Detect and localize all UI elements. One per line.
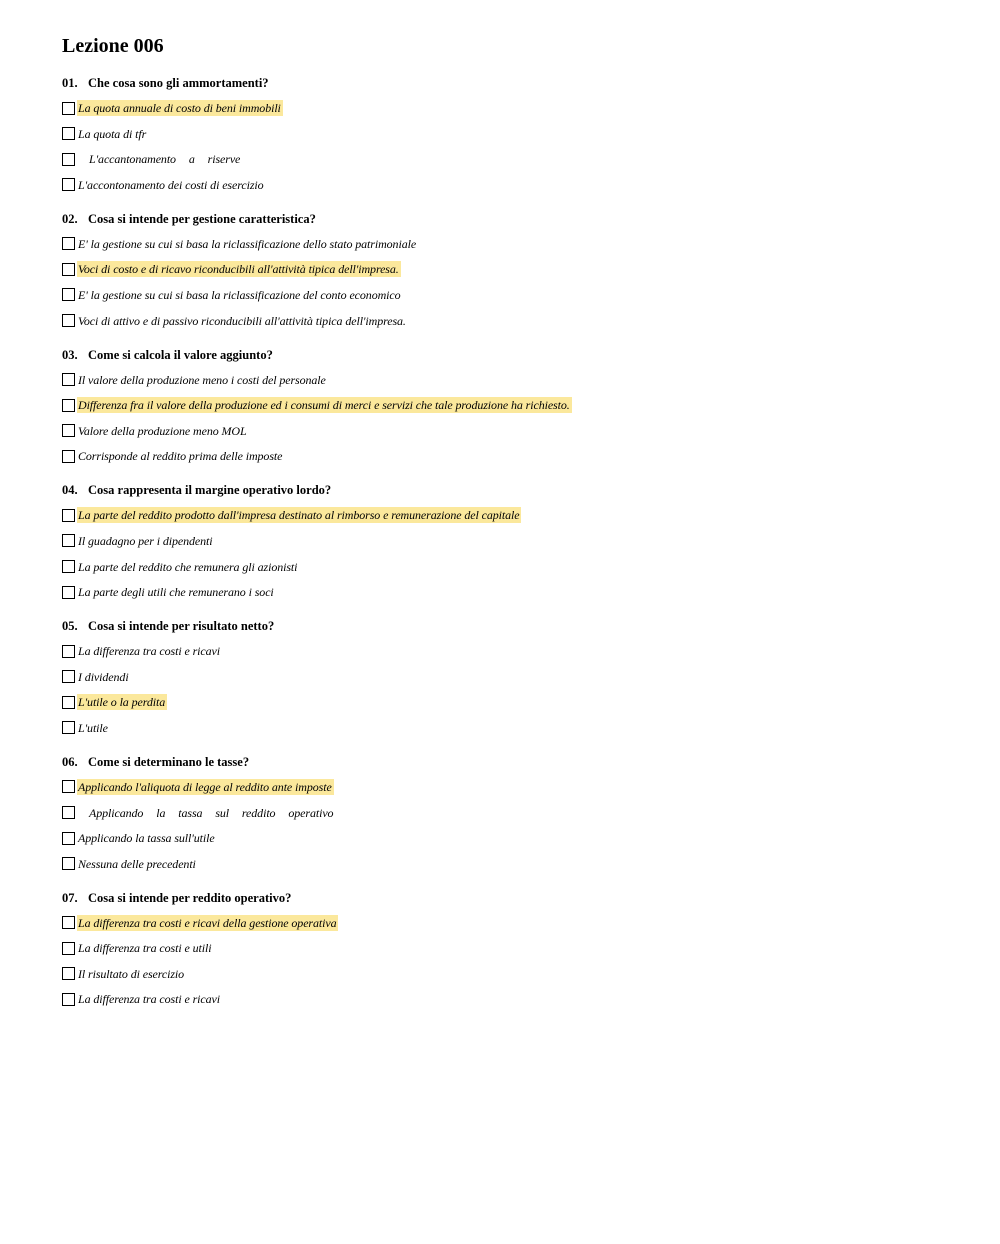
question-text: Come si determinano le tasse? (88, 754, 250, 769)
answer-option (62, 286, 962, 304)
answer-option-label: Applicando l'aliquota di legge al reddito ante imposte (78, 779, 332, 794)
answer-option (62, 668, 962, 686)
answer-option (62, 829, 962, 847)
question-list (62, 74, 962, 1008)
answer-option-label: Voci di attivo e di passivo riconducibili all'attività tipica dell'impresa. (78, 313, 406, 328)
question-number: 01. (62, 76, 78, 90)
answer-checkbox[interactable] (62, 127, 75, 140)
answer-option-label: La quota annuale di costo di beni immobili (78, 101, 281, 115)
answer-option-correct (62, 396, 962, 414)
answer-option-label: La parte del reddito che remunera gli azionisti (78, 559, 298, 574)
question-text: Cosa si intende per reddito operativo? (88, 890, 292, 905)
answer-checkbox[interactable] (62, 153, 75, 166)
answer-checkbox[interactable] (62, 560, 75, 573)
answer-checkbox[interactable] (62, 967, 75, 980)
answer-option (62, 965, 962, 983)
answer-option-label: Corrisponde al reddito prima delle imposte (78, 449, 283, 464)
question-text: Cosa si intende per gestione caratteristica? (88, 211, 316, 226)
answer-option-label: Applicando la tassa sul reddito operativo (89, 805, 334, 820)
answer-option (62, 125, 962, 143)
question-heading (62, 481, 962, 499)
question-text: Che cosa sono gli ammortamenti? (88, 76, 269, 90)
answer-option-label: La differenza tra costi e ricavi della gestione operativa (78, 915, 337, 930)
answer-checkbox[interactable] (62, 399, 75, 412)
question-text: Cosa rappresenta il margine operativo lordo? (88, 483, 332, 498)
answer-option-label: La differenza tra costi e ricavi (78, 992, 221, 1007)
answer-checkbox[interactable] (62, 314, 75, 327)
answer-option-label: La differenza tra costi e utili (78, 941, 212, 956)
answer-option (62, 371, 962, 389)
answer-option (62, 558, 962, 576)
answer-checkbox[interactable] (62, 288, 75, 301)
question-number: 03. (62, 347, 78, 362)
lesson-title: Lezione 006 (62, 35, 164, 57)
answer-option-label: La parte del reddito prodotto dall'impresa destinato al rimborso e remunerazione del capitale (78, 508, 520, 523)
answer-option (62, 176, 962, 194)
question-block (62, 210, 962, 330)
answer-option-label: L'accantonamento a riserve (89, 152, 241, 167)
answer-option (62, 939, 962, 957)
answer-option (62, 447, 962, 465)
question-heading (62, 617, 962, 635)
answer-checkbox[interactable] (62, 263, 75, 276)
document-page (62, 32, 962, 1024)
answer-option-label: La differenza tra costi e ricavi (78, 644, 221, 659)
answer-checkbox[interactable] (62, 102, 75, 115)
answer-option (62, 532, 962, 550)
answer-option-label: I dividendi (78, 669, 129, 684)
answer-option-label: Differenza fra il valore della produzione ed i consumi di merci e servizi che tale produzione ha richiesto. (78, 398, 570, 413)
answer-checkbox[interactable] (62, 670, 75, 683)
question-text: Cosa si intende per risultato netto? (88, 619, 275, 634)
answer-checkbox[interactable] (62, 832, 75, 845)
question-heading (62, 753, 962, 771)
answer-option (62, 235, 962, 253)
answer-option (62, 583, 962, 601)
answer-checkbox[interactable] (62, 237, 75, 250)
answer-option (62, 422, 962, 440)
question-number: 04. (62, 483, 78, 498)
question-number: 06. (62, 754, 78, 769)
answer-option (62, 150, 962, 168)
question-heading (62, 889, 962, 907)
answer-option-correct (62, 778, 962, 796)
answer-option-label: Nessuna delle precedenti (78, 856, 196, 871)
answer-option-label: Il guadagno per i dipendenti (78, 533, 213, 548)
answer-checkbox[interactable] (62, 534, 75, 547)
answer-option (62, 990, 962, 1008)
answer-option-label: L'utile (78, 720, 108, 735)
answer-checkbox[interactable] (62, 424, 75, 437)
answer-option-label: E' la gestione su cui si basa la riclassificazione dello stato patrimoniale (78, 236, 417, 251)
answer-option-label: L'utile o la perdita (78, 695, 166, 710)
answer-option (62, 312, 962, 330)
answer-checkbox[interactable] (62, 178, 75, 191)
answer-option-correct (62, 506, 962, 524)
answer-option (62, 804, 962, 822)
answer-option (62, 719, 962, 737)
answer-checkbox[interactable] (62, 993, 75, 1006)
answer-option-label: Applicando la tassa sull'utile (78, 831, 215, 846)
answer-option-correct (62, 693, 962, 711)
answer-checkbox[interactable] (62, 721, 75, 734)
answer-option-label: Valore della produzione meno MOL (78, 423, 247, 438)
question-number: 02. (62, 211, 78, 226)
question-block (62, 753, 962, 873)
answer-checkbox[interactable] (62, 586, 75, 599)
answer-option-correct (62, 260, 962, 278)
answer-checkbox[interactable] (62, 696, 75, 709)
answer-option-correct (62, 99, 962, 117)
answer-option-label: Il risultato di esercizio (78, 966, 185, 981)
question-block (62, 481, 962, 601)
answer-checkbox[interactable] (62, 450, 75, 463)
answer-option-label: La parte degli utili che remunerano i soci (78, 585, 274, 600)
answer-checkbox[interactable] (62, 509, 75, 522)
question-block (62, 617, 962, 737)
question-heading (62, 210, 962, 228)
question-heading (62, 346, 962, 364)
answer-checkbox[interactable] (62, 645, 75, 658)
answer-checkbox[interactable] (62, 780, 75, 793)
question-block (62, 346, 962, 466)
question-number: 05. (62, 619, 78, 634)
answer-option-label: Voci di costo e di ricavo riconducibili all'attività tipica dell'impresa. (78, 262, 399, 277)
question-heading (62, 74, 962, 92)
answer-option-label: E' la gestione su cui si basa la riclassificazione del conto economico (78, 287, 401, 302)
answer-option-label: La quota di tfr (78, 126, 147, 141)
answer-checkbox[interactable] (62, 806, 75, 819)
answer-checkbox[interactable] (62, 373, 75, 386)
answer-checkbox[interactable] (62, 857, 75, 870)
answer-checkbox[interactable] (62, 916, 75, 929)
answer-option-label: L'accontonamento dei costi di esercizio (78, 177, 264, 192)
answer-option-correct (62, 914, 962, 932)
question-text: Come si calcola il valore aggiunto? (88, 347, 273, 362)
answer-option (62, 855, 962, 873)
question-block (62, 889, 962, 1009)
question-block (62, 74, 962, 194)
answer-checkbox[interactable] (62, 942, 75, 955)
question-number: 07. (62, 890, 78, 905)
answer-option-label: Il valore della produzione meno i costi del personale (78, 372, 326, 387)
answer-option (62, 642, 962, 660)
